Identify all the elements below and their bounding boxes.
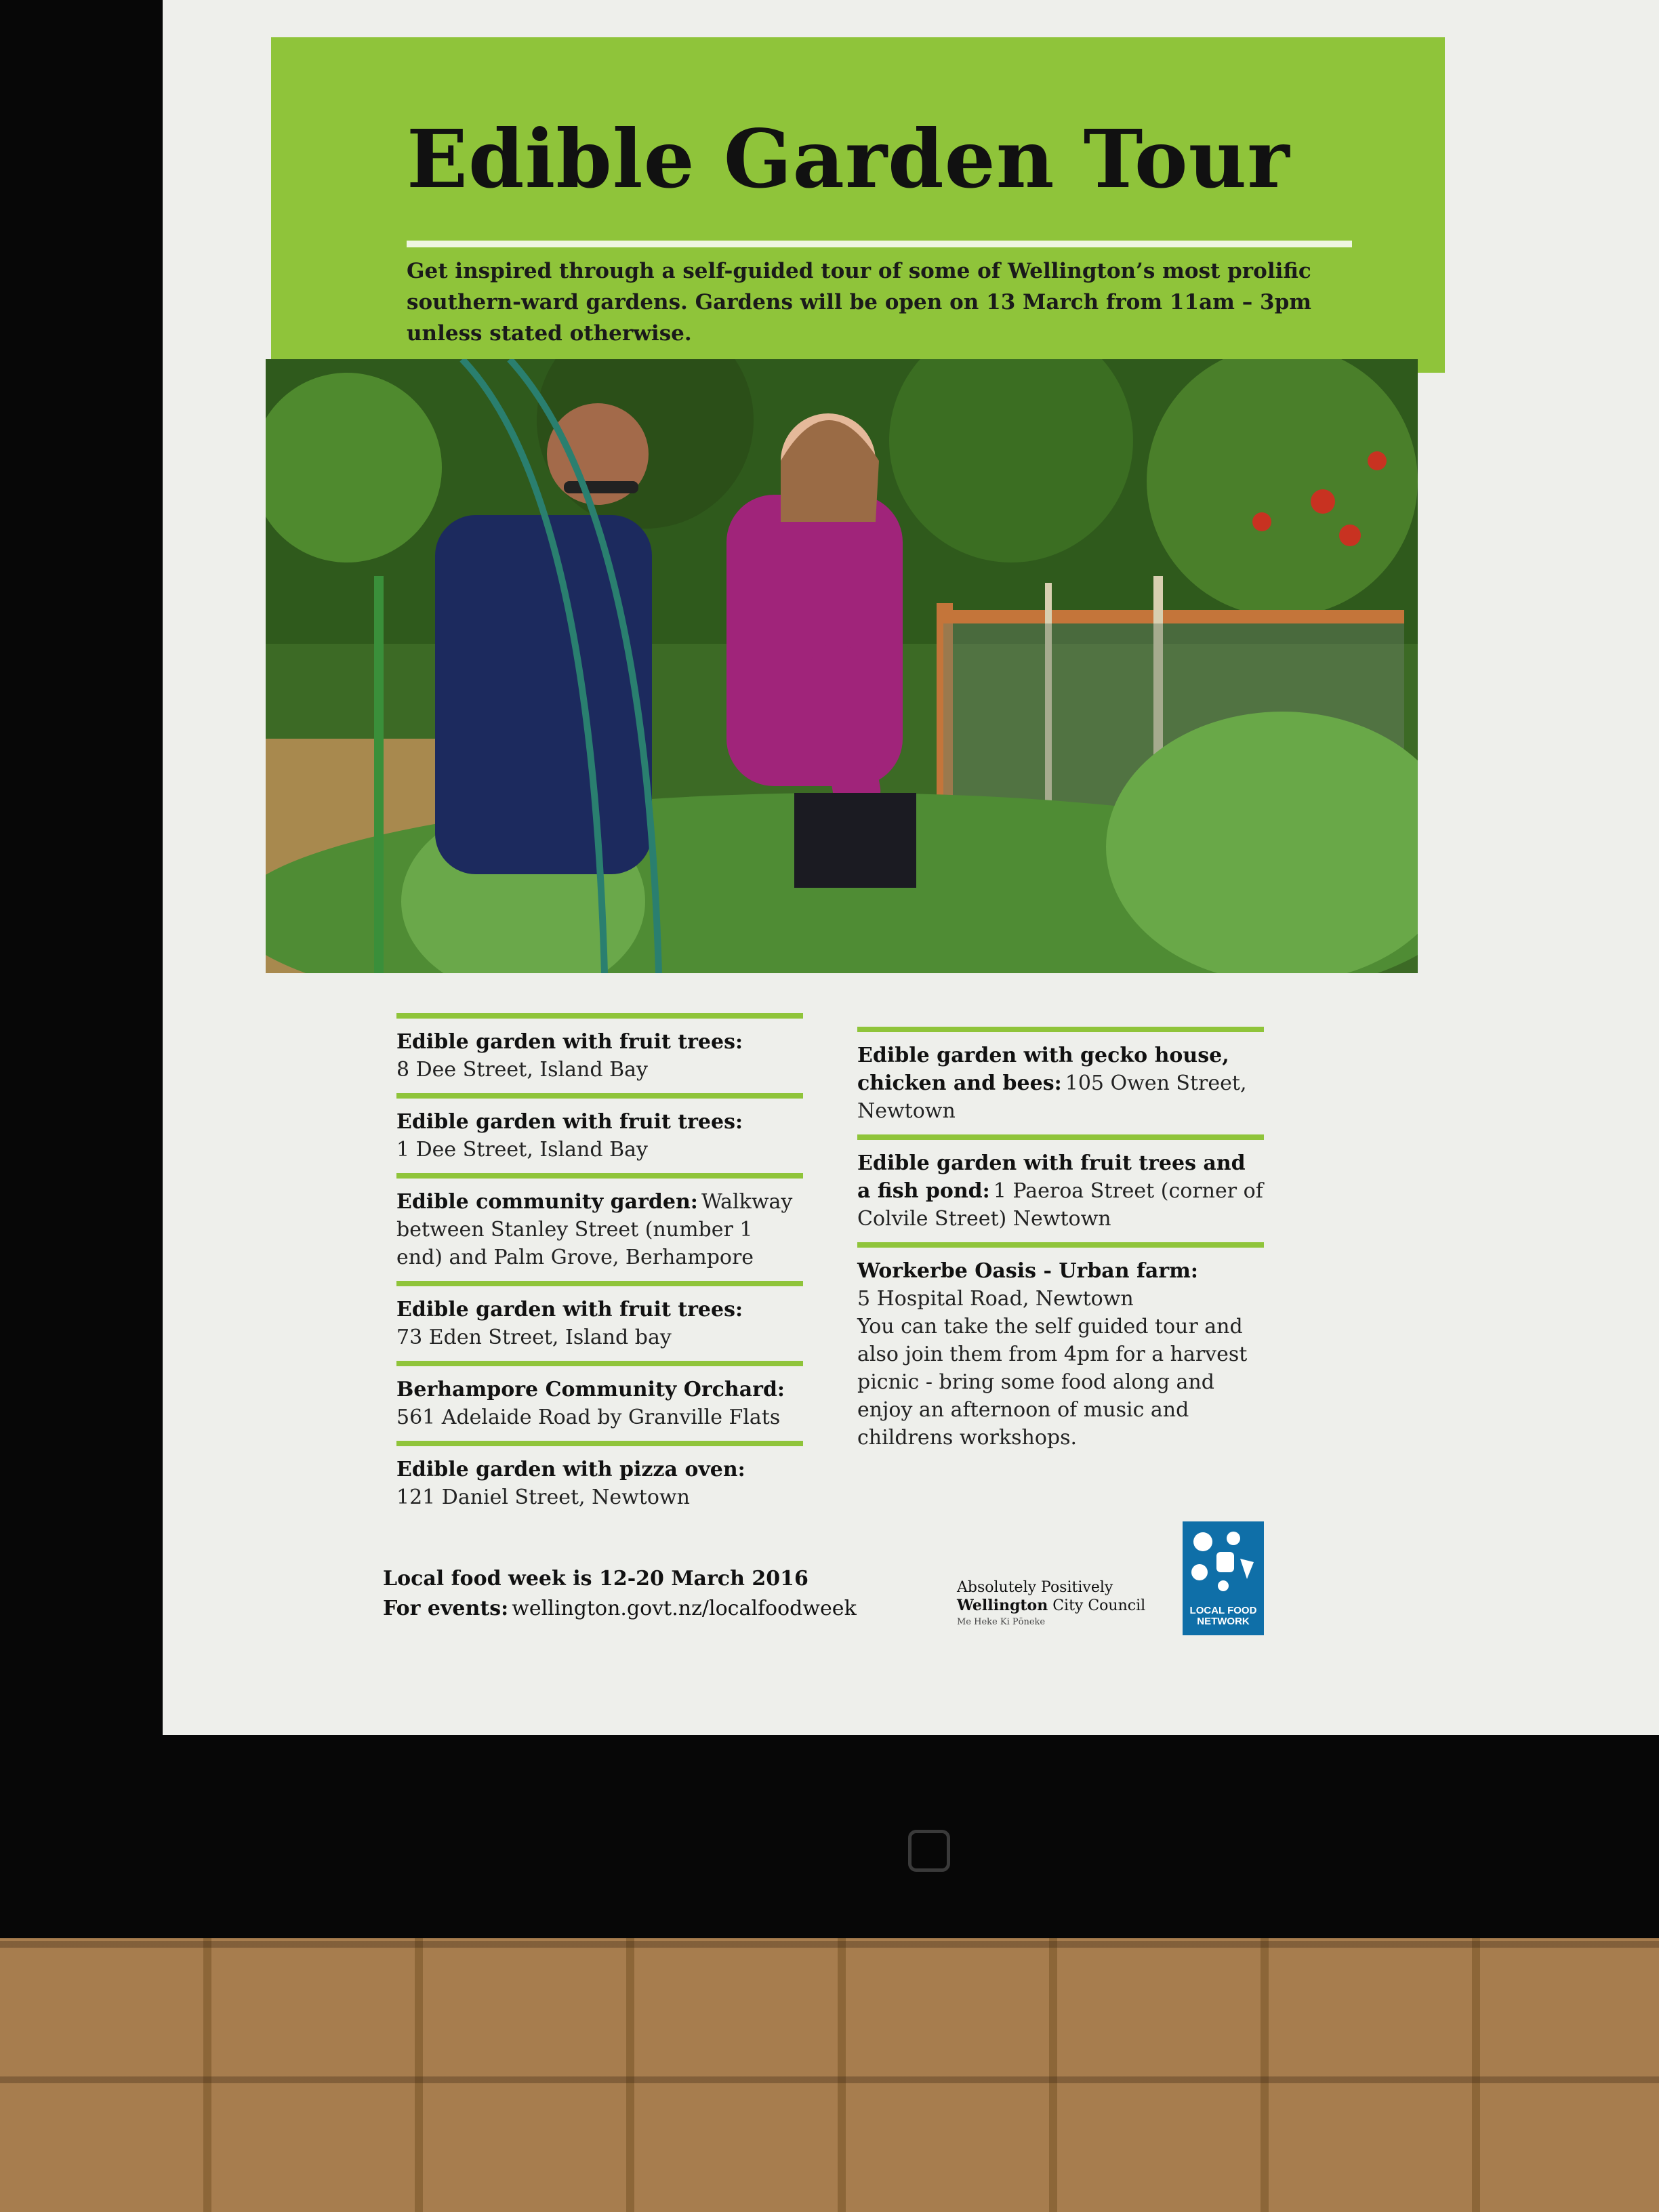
council-name-bold: Wellington [957,1597,1048,1614]
garden-entry [857,1027,1264,1134]
title-divider [407,241,1352,247]
garden-entry [396,1173,803,1281]
garden-name: Edible garden with fruit trees: [396,1030,743,1054]
fabric-surface [0,1938,1659,2212]
local-food-network-logo [1183,1521,1264,1635]
garden-entry [396,1361,803,1441]
gardens-left-column [396,1013,803,1521]
poster-header [271,37,1445,373]
garden-entry [857,1242,1264,1461]
garden-photo [266,359,1418,973]
council-name-rest: City Council [1052,1597,1146,1614]
poster-intro: Get inspired through a self-guided tour of some of Wellington’s most prolific southern-ward gardens. Gardens will be open on 13 March from 11am – 3pm unless stated otherwise. [407,259,1312,346]
council-tagline: Absolutely Positively [957,1579,1113,1596]
garden-name: Edible garden with gecko house, chicken and bees: [857,1044,1229,1095]
garden-entry [396,1441,803,1521]
garden-photo-image [266,359,1418,973]
events-link[interactable]: wellington.govt.nz/localfoodweek [512,1597,857,1620]
lfn-line1: LOCAL FOOD [1189,1605,1257,1616]
garden-address: 73 Eden Street, Island bay [396,1326,672,1349]
local-food-week-text: Local food week is 12-20 March 2016 [383,1567,808,1591]
garden-name: Berhampore Community Orchard: [396,1378,785,1401]
garden-address: 8 Dee Street, Island Bay [396,1058,648,1082]
poster-title: Edible Garden Tour [407,112,1290,206]
garden-address: 561 Adelaide Road by Granville Flats [396,1406,781,1429]
council-name [957,1597,1160,1615]
garden-description: You can take the self guided tour and also join them from 4pm for a harvest picnic - bring some food along and enjoy an afternoon of music and childrens workshops. [857,1315,1248,1450]
food-network-icon [1183,1521,1264,1596]
garden-address: 1 Paeroa Street (corner of Colvile Street) Newtown [857,1179,1263,1231]
garden-name: Edible community garden: [396,1190,698,1214]
events-label: For events: [383,1597,509,1620]
garden-name: Edible garden with fruit trees: [396,1110,743,1134]
garden-name: Edible garden with fruit trees: [396,1298,743,1322]
garden-address: 5 Hospital Road, Newtown [857,1287,1134,1311]
lfn-line2: NETWORK [1197,1616,1250,1627]
garden-name: Workerbe Oasis - Urban farm: [857,1259,1198,1283]
garden-name: Edible garden with fruit trees and a fish pond: [857,1151,1246,1203]
wellington-council-logo [957,1579,1160,1630]
garden-entry [396,1093,803,1173]
screen [163,0,1659,1735]
garden-entry [396,1013,803,1093]
garden-address: Walkway between Stanley Street (number 1 end) and Palm Grove, Berhampore [396,1190,793,1269]
gardens-right-column [857,1027,1264,1461]
garden-address: 1 Dee Street, Island Bay [396,1138,648,1162]
garden-name: Edible garden with pizza oven: [396,1458,745,1481]
poster-footer [383,1564,925,1624]
council-maori-name: Me Heke Ki Pōneke [957,1617,1046,1627]
garden-entry [857,1134,1264,1242]
home-button-icon[interactable] [908,1830,950,1872]
garden-address: 105 Owen Street, Newtown [857,1071,1247,1123]
garden-entry [396,1281,803,1361]
garden-address: 121 Daniel Street, Newtown [396,1486,690,1509]
